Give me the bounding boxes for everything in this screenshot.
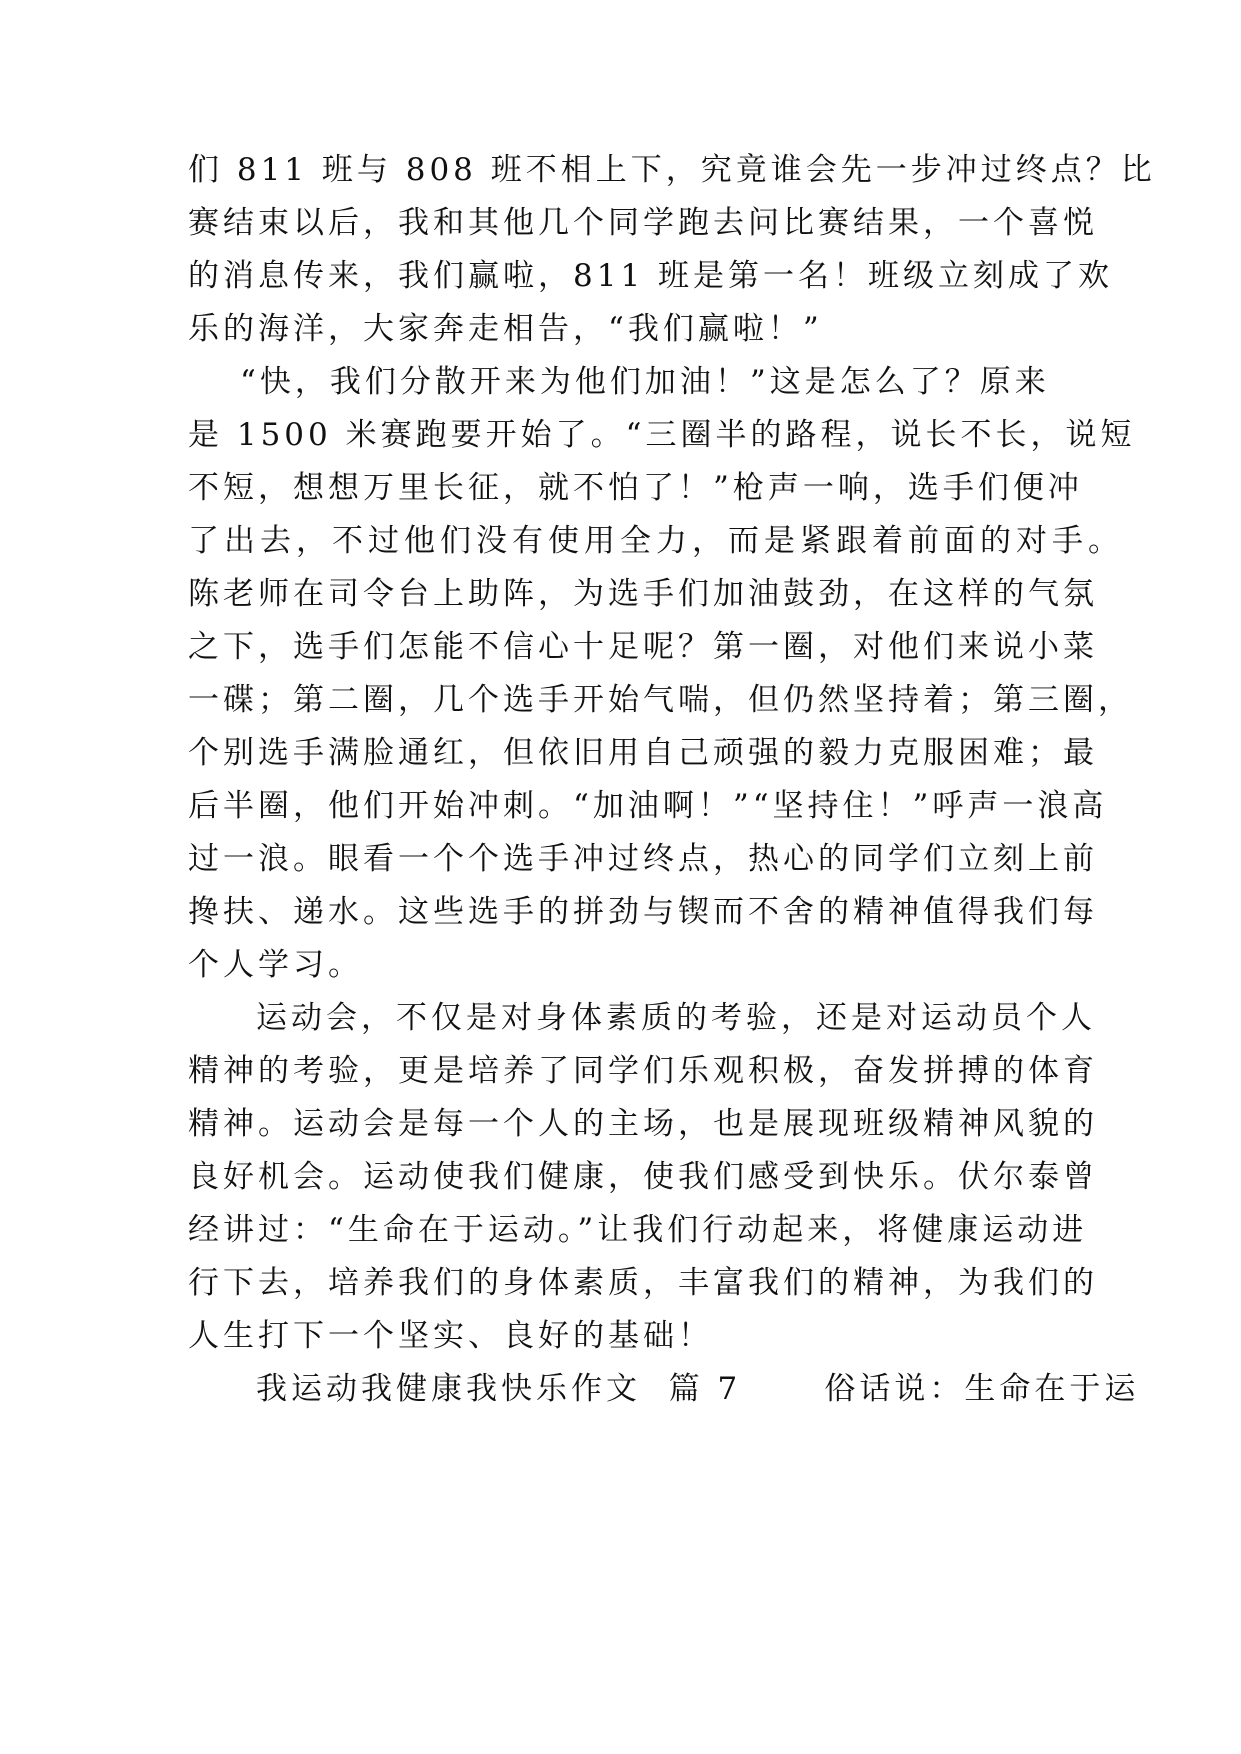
text-line: 们 811 班与 808 班不相上下，究竟谁会先一步冲过终点？比 — [188, 152, 1156, 188]
text-line: 人生打下一个坚实、良好的基础！ — [188, 1318, 713, 1354]
text-line: 之下，选手们怎能不信心十足呢？第一圈，对他们来说小菜 — [188, 629, 1098, 665]
text-line: 个人学习。 — [188, 947, 363, 983]
text-line: 搀扶、递水。这些选手的拼劲与锲而不舍的精神值得我们每 — [188, 894, 1098, 930]
text-line: 的消息传来，我们赢啦，811 班是第一名！班级立刻成了欢 — [188, 258, 1114, 294]
text-line: 是 1500 米赛跑要开始了。“三圈半的路程，说长不长，说短 — [188, 417, 1136, 453]
text-line: 赛结束以后，我和其他几个同学跑去问比赛结果，一个喜悦 — [188, 205, 1098, 241]
text-line: 陈老师在司令台上助阵，为选手们加油鼓劲，在这样的气氛 — [188, 576, 1098, 612]
text-line: 个别选手满脸通红，但依旧用自己顽强的毅力克服困难；最 — [188, 735, 1098, 771]
text-line: 后半圈，他们开始冲刺。“加油啊！”“坚持住！”呼声一浪高 — [188, 788, 1108, 824]
text-line: 精神的考验，更是培养了同学们乐观积极，奋发拼搏的体育 — [188, 1053, 1098, 1089]
text-line: 乐的海洋，大家奔走相告，“我们赢啦！” — [188, 311, 823, 347]
text-line: 运动会，不仅是对身体素质的考验，还是对运动员个人 — [256, 1000, 1096, 1036]
section-heading-line: 我运动我健康我快乐作文 篇 7 俗话说：生命在于运 — [256, 1371, 1140, 1407]
text-line: 过一浪。眼看一个个选手冲过终点，热心的同学们立刻上前 — [188, 841, 1098, 877]
text-line: 不短，想想万里长征，就不怕了！”枪声一响，选手们便冲 — [188, 470, 1083, 506]
text-line: 精神。运动会是每一个人的主场，也是展现班级精神风貌的 — [188, 1106, 1098, 1142]
text-line: “快，我们分散开来为他们加油！”这是怎么了？原来 — [240, 364, 1050, 400]
text-line: 一碟；第二圈，几个选手开始气喘，但仍然坚持着；第三圈， — [188, 682, 1133, 718]
text-line: 了出去，不过他们没有使用全力，而是紧跟着前面的对手。 — [188, 523, 1124, 559]
text-line: 行下去，培养我们的身体素质，丰富我们的精神，为我们的 — [188, 1265, 1098, 1301]
text-line: 经讲过：“生命在于运动。”让我们行动起来，将健康运动进 — [188, 1212, 1088, 1248]
text-line: 良好机会。运动使我们健康，使我们感受到快乐。伏尔泰曾 — [188, 1159, 1098, 1195]
